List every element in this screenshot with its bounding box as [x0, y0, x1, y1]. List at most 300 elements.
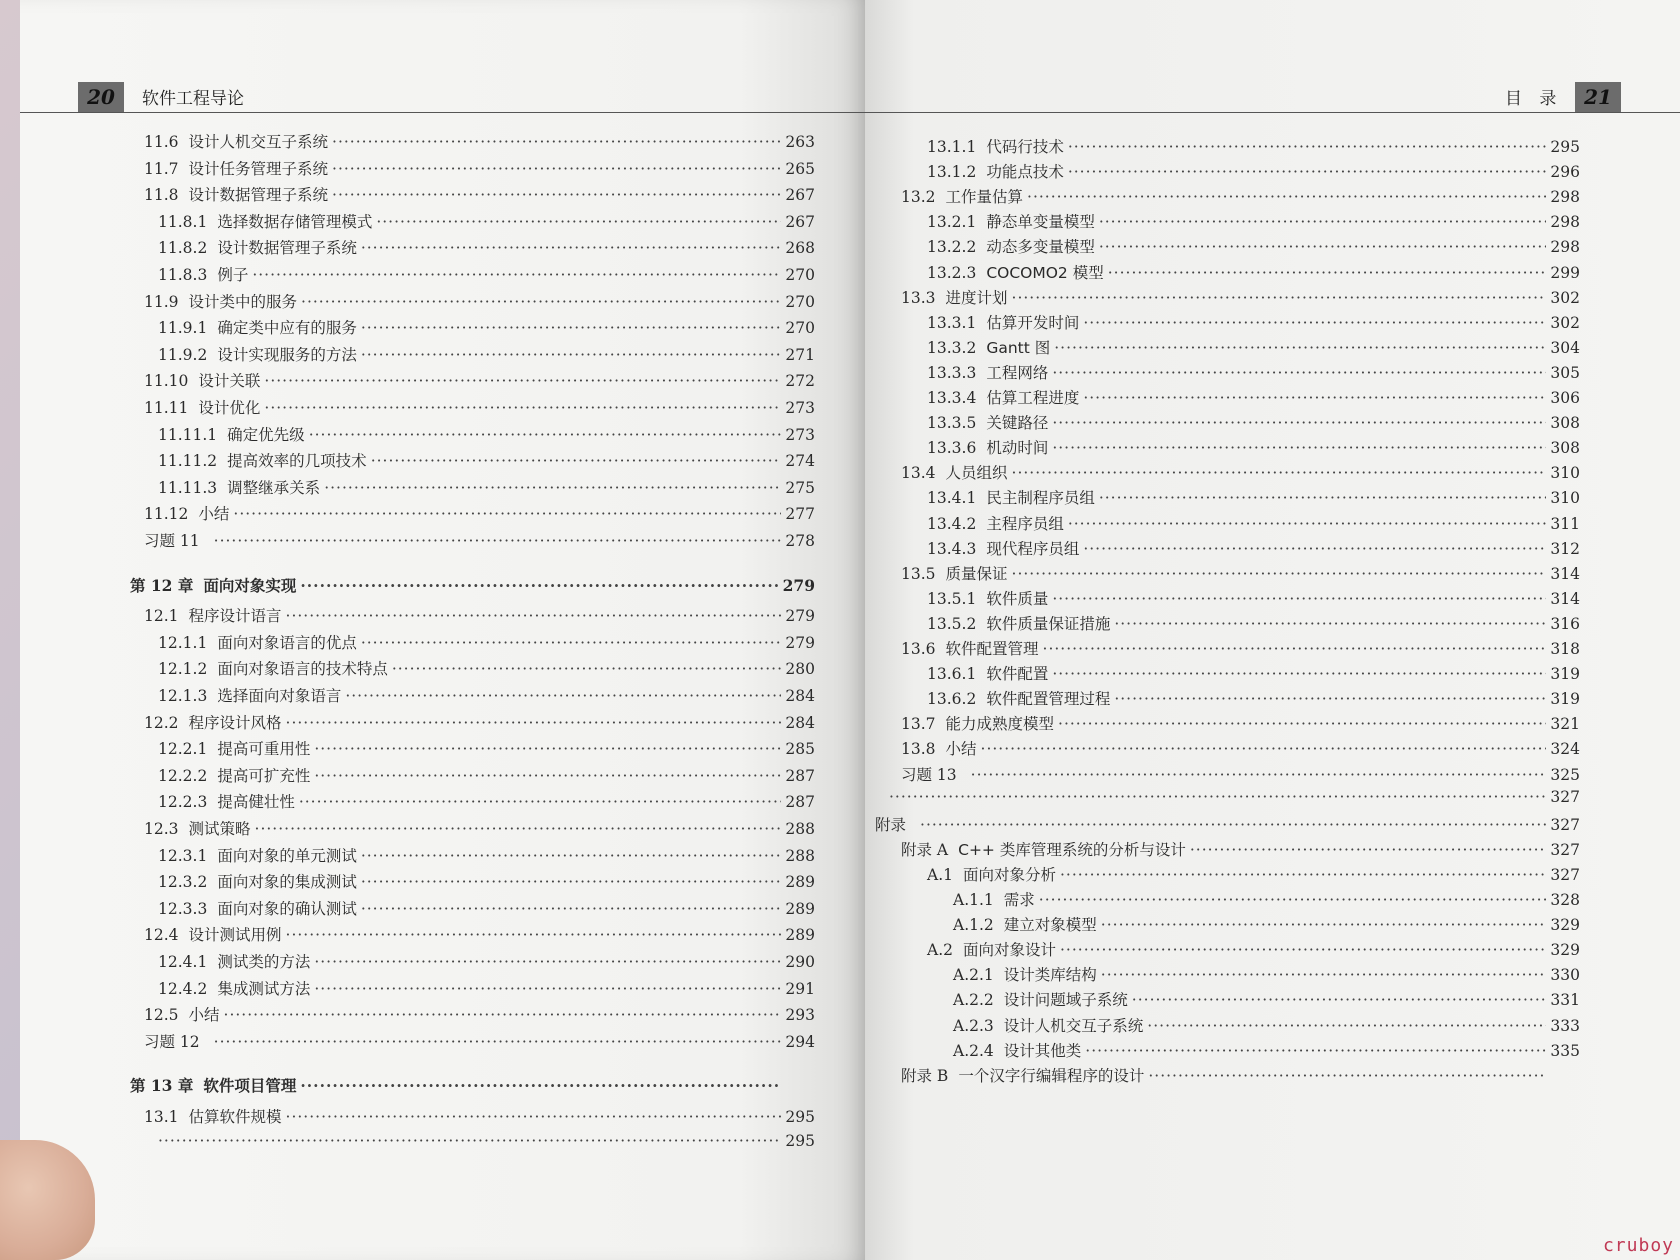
toc-entry: [144, 1132, 815, 1150]
toc-entry-number: 12.1.2: [158, 660, 208, 679]
toc-entry-title: 面向对象的确认测试: [217, 899, 357, 918]
toc-entry-page: 270: [785, 266, 815, 284]
toc-entry-title: 程序设计风格: [188, 713, 282, 732]
toc-entry-title: COCOMO2 模型: [986, 263, 1104, 282]
toc-entry-page: 310: [1550, 464, 1580, 483]
toc-entry-page: 295: [1550, 138, 1580, 156]
toc-entry-title: 面向对象实现: [203, 576, 297, 595]
toc-entry-title: 进度计划: [945, 288, 1008, 307]
toc-entry-title: 确定优先级: [227, 425, 305, 444]
toc-entry: [875, 788, 1580, 806]
toc-entry-number: 附录 A: [901, 840, 949, 859]
toc-entry-title: 小结: [198, 505, 230, 524]
toc-entry-title: 集成测试方法: [217, 979, 311, 998]
toc-entry-number: 13.8: [901, 740, 936, 759]
toc-entry-number: 11.11.2: [158, 452, 218, 471]
toc-entry-page: 298: [1550, 213, 1580, 232]
toc-entry: [144, 604, 815, 626]
toc-entry-number: 11.11: [144, 399, 189, 417]
toc-entry-title: 机动时间: [986, 439, 1049, 458]
toc-entry-number: 附录 B: [901, 1066, 949, 1085]
dot-leader: [1068, 515, 1546, 533]
dot-leader: [1083, 389, 1546, 407]
toc-entry-title: 提高效率的几项技术: [227, 452, 367, 471]
dot-leader: [1052, 439, 1546, 457]
toc-entry-title: 提高可重用性: [217, 740, 311, 759]
toc-entry: [144, 817, 815, 839]
dot-leader: [299, 793, 781, 811]
toc-entry-page: 267: [785, 212, 815, 231]
dot-leader: [889, 788, 1546, 806]
toc-entry-title: 设计优化: [198, 399, 261, 417]
toc-entry-title: 能力成熟度模型: [945, 715, 1055, 734]
toc-entry: [144, 183, 815, 205]
toc-entry-title: 一个汉字行编辑程序的设计: [958, 1066, 1145, 1085]
dot-leader: [371, 452, 781, 470]
toc-entry-page: 295: [785, 1108, 815, 1126]
toc-entry-page: 279: [785, 607, 815, 626]
toc-entry: [927, 863, 1580, 885]
toc-entry-title: 面向对象语言的技术特点: [217, 660, 388, 679]
toc-entry: [158, 684, 815, 706]
toc-entry: [927, 938, 1580, 960]
toc-entry-number: 11.9.2: [158, 345, 208, 364]
dot-leader: [314, 767, 781, 785]
toc-entry-page: 327: [1550, 815, 1580, 834]
toc-entry: [927, 235, 1580, 257]
toc-entry: [158, 343, 815, 365]
dot-leader: [1114, 615, 1546, 633]
dot-leader: [332, 186, 781, 204]
toc-entry-page: 277: [785, 505, 815, 524]
toc-entry: [144, 290, 815, 312]
dot-leader: [1099, 213, 1546, 231]
dot-leader: [286, 1108, 781, 1126]
toc-entry: [953, 888, 1580, 910]
book-title: 软件工程导论: [142, 89, 244, 109]
dot-leader: [1099, 238, 1546, 256]
toc-entry-number: 13.3.3: [927, 363, 977, 382]
toc-entry-page: 279: [782, 575, 815, 595]
toc-entry-title: 主程序员组: [986, 514, 1064, 533]
toc-entry-title: 软件质量保证措施: [986, 614, 1111, 633]
toc-entry-title: 软件质量: [986, 589, 1049, 608]
toc-entry: [144, 157, 815, 179]
dot-leader: [286, 926, 781, 944]
toc-entry-number: 12.2.3: [158, 793, 208, 812]
dot-leader: [252, 266, 781, 284]
dot-leader: [361, 847, 781, 865]
dot-leader: [214, 532, 781, 550]
toc-entry-page: 306: [1550, 389, 1580, 407]
left-page-number: 20: [78, 82, 124, 112]
toc-entry-page: 298: [1550, 188, 1580, 207]
toc-entry: [158, 844, 815, 866]
toc-entry: [144, 369, 815, 391]
dot-leader: [361, 239, 781, 257]
dot-leader: [1012, 464, 1546, 482]
dot-leader: [971, 766, 1546, 784]
toc-entry-title: 估算开发时间: [986, 313, 1080, 332]
toc-entry-number: A.1.1: [953, 891, 994, 909]
toc-entry-title: 建立对象模型: [1003, 916, 1097, 935]
toc-entry-number: 11.9: [144, 292, 179, 311]
toc-entry-page: 296: [1550, 163, 1580, 182]
dot-leader: [224, 1006, 781, 1024]
toc-entry: [158, 449, 815, 471]
toc-entry-number: 13.3.4: [927, 389, 977, 407]
toc-entry: [927, 361, 1580, 383]
dot-leader: [300, 576, 778, 595]
toc-entry-page: 314: [1550, 589, 1580, 608]
toc-entry: [901, 461, 1580, 483]
toc-entry: [901, 286, 1580, 308]
toc-entry-page: 284: [785, 713, 815, 732]
toc-entry-number: 12.1: [144, 607, 179, 626]
toc-entry: [927, 210, 1580, 232]
toc-entry-title: 面向对象分析: [962, 865, 1056, 884]
toc-entry-number: 12.2.1: [158, 740, 208, 759]
dot-leader: [332, 160, 781, 178]
toc-entry-title: 代码行技术: [986, 138, 1064, 156]
toc-entry-title: 设计其他类: [1003, 1041, 1082, 1060]
toc-entry-number: 13.3.5: [927, 414, 977, 433]
toc-entry-title: 软件项目管理: [203, 1077, 297, 1096]
toc-entry-title: 设计类中的服务: [188, 292, 298, 311]
toc-entry-number: 11.8.3: [158, 266, 208, 284]
toc-entry-title: 例子: [217, 266, 249, 284]
toc-entry: [953, 913, 1580, 935]
toc-entry-number: A.1.2: [953, 916, 994, 935]
toc-entry-number: 13.6: [901, 640, 936, 658]
toc-entry: [158, 897, 815, 919]
toc-entry: [158, 870, 815, 892]
toc-entry: [901, 737, 1580, 759]
toc-entry-page: 312: [1550, 539, 1580, 558]
toc-entry-page: 288: [785, 820, 815, 838]
toc-entry-number: 12.4: [144, 926, 179, 945]
toc-entry: [901, 637, 1580, 659]
toc-entry-title: 选择面向对象语言: [217, 687, 342, 705]
toc-entry-number: A.2.2: [953, 991, 994, 1010]
dot-leader: [361, 346, 781, 364]
toc-entry-page: 274: [785, 452, 815, 471]
dot-leader: [361, 900, 781, 918]
dot-leader: [1147, 1017, 1546, 1035]
toc-entry: [158, 476, 815, 498]
toc-entry: [130, 574, 815, 596]
toc-entry-title: 小结: [188, 1006, 220, 1025]
dot-leader: [1052, 414, 1546, 432]
toc-entry-page: 321: [1550, 715, 1580, 734]
toc-entry-number: 第 12 章: [130, 575, 194, 595]
toc-entry: [953, 963, 1580, 985]
dot-leader: [314, 980, 781, 998]
toc-entry-number: 第 13 章: [130, 1076, 194, 1096]
toc-entry-title: 提高可扩充性: [217, 766, 311, 785]
toc-entry-page: 327: [1550, 840, 1580, 859]
toc-entry-title: 需求: [1003, 891, 1035, 909]
dot-leader: [1058, 715, 1546, 733]
toc-entry-title: 设计测试用例: [188, 926, 282, 945]
toc-entry-number: 12.1.1: [158, 633, 208, 652]
toc-entry-title: 民主制程序员组: [986, 489, 1095, 508]
toc-entry: [901, 185, 1580, 207]
toc-entry-page: 327: [1550, 865, 1580, 884]
toc-entry-number: 12.3.3: [158, 899, 208, 918]
toc-entry-title: 设计关联: [198, 372, 261, 391]
toc-entry-page: 329: [1550, 941, 1580, 960]
toc-entry-number: A.2.3: [953, 1016, 994, 1035]
dot-leader: [1099, 489, 1546, 507]
toc-entry-page: 272: [785, 372, 815, 391]
toc-entry-page: 304: [1550, 338, 1580, 357]
dot-leader: [981, 740, 1546, 758]
toc-entry-number: 习题 11: [144, 532, 200, 550]
dot-leader: [361, 319, 781, 337]
toc-entry: [927, 411, 1580, 433]
toc-entry-number: 13.3.6: [927, 439, 977, 458]
toc-entry: [927, 261, 1580, 283]
toc-entry-page: 287: [785, 766, 815, 785]
toc-entry-page: 273: [785, 399, 815, 417]
toc-entry: [158, 657, 815, 679]
toc-entry-title: 提高健壮性: [217, 793, 295, 812]
toc-entry-page: 280: [785, 660, 815, 679]
dot-leader: [1068, 163, 1546, 181]
toc-entry-title: 设计任务管理子系统: [188, 159, 329, 178]
section-title: 目 录: [1505, 89, 1563, 109]
toc-entry-title: 设计人机交互子系统: [188, 133, 329, 151]
right-page-header: [865, 78, 1680, 114]
toc-entry: [130, 1074, 815, 1096]
toc-entry-title: 人员组织: [945, 464, 1008, 483]
dot-leader: [1108, 264, 1546, 282]
toc-entry-number: 13.3.1: [927, 313, 977, 332]
toc-entry-title: 面向对象的集成测试: [217, 873, 357, 892]
dot-leader: [1012, 289, 1546, 307]
toc-entry-title: 调整继承关系: [227, 478, 321, 497]
toc-entry: [158, 790, 815, 812]
dot-leader: [264, 372, 781, 390]
dot-leader: [361, 873, 781, 891]
toc-entry: [953, 988, 1580, 1010]
toc-entry-number: A.1: [927, 865, 953, 884]
dot-leader: [1068, 138, 1546, 156]
toc-entry-page: 327: [1550, 787, 1580, 806]
toc-entry-title: 测试类的方法: [217, 953, 311, 971]
toc-entry-number: 11.6: [144, 133, 179, 151]
toc-entry-title: Gantt 图: [986, 338, 1051, 357]
dot-leader: [255, 820, 781, 838]
toc-entry-number: 12.3: [144, 820, 179, 838]
dot-leader: [1148, 1067, 1546, 1085]
toc-entry-page: 299: [1550, 263, 1580, 282]
toc-entry-page: 302: [1550, 288, 1580, 307]
toc-entry-title: 选择数据存储管理模式: [217, 212, 373, 231]
toc-entry-number: 习题 12: [144, 1032, 200, 1051]
dot-leader: [286, 607, 781, 625]
toc-entry: [158, 423, 815, 445]
toc-entry-page: 331: [1550, 991, 1580, 1010]
toc-entry: [144, 923, 815, 945]
toc-entry-title: 工作量估算: [945, 188, 1024, 207]
toc-entry-page: 268: [785, 239, 815, 258]
toc-entry: [901, 562, 1580, 584]
toc-entry: [901, 838, 1580, 860]
toc-entry-title: 估算工程进度: [986, 389, 1080, 407]
toc-entry-number: 11.11.3: [158, 478, 218, 497]
dot-leader: [1101, 916, 1546, 934]
toc-entry-page: 328: [1550, 891, 1580, 909]
toc-entry-number: 12.5: [144, 1006, 179, 1025]
toc-entry: [144, 396, 815, 418]
toc-entry-title: 程序设计语言: [188, 607, 282, 626]
toc-entry-page: 265: [785, 159, 815, 178]
toc-entry-page: 316: [1550, 614, 1580, 633]
toc-entry-page: 318: [1550, 640, 1580, 658]
toc-entry-title: 设计类库结构: [1003, 966, 1097, 985]
toc-entry: [158, 263, 815, 285]
toc-entry-number: 13.4.3: [927, 539, 977, 558]
toc-entry-number: 11.8.1: [158, 212, 208, 231]
dot-leader: [332, 133, 781, 151]
dot-leader: [1085, 1042, 1546, 1060]
toc-entry-title: C++ 类库管理系统的分析与设计: [958, 840, 1186, 859]
toc-entry: [953, 1014, 1580, 1036]
dot-leader: [920, 816, 1546, 834]
toc-entry-number: 12.1.3: [158, 687, 208, 705]
toc-entry-page: 290: [785, 953, 815, 971]
toc-entry-page: 288: [785, 846, 815, 865]
header-rule: [865, 112, 1680, 113]
toc-entry-number: 11.8: [144, 186, 179, 205]
toc-entry: [875, 813, 1580, 835]
toc-entry-page: 305: [1550, 363, 1580, 382]
toc-entry-title: 设计问题域子系统: [1003, 991, 1128, 1010]
toc-entry: [901, 712, 1580, 734]
watermark-text: cruboy: [1602, 1235, 1674, 1256]
toc-entry: [927, 537, 1580, 559]
toc-entry: [927, 687, 1580, 709]
toc-entry-title: 软件配置管理: [945, 640, 1039, 658]
dot-leader: [361, 634, 781, 652]
toc-entry-number: 附录: [875, 815, 907, 834]
toc-entry-page: 314: [1550, 564, 1580, 583]
toc-entry-title: 面向对象的单元测试: [217, 846, 357, 865]
toc-entry-title: 设计数据管理子系统: [188, 186, 329, 205]
toc-entry-number: 13.4: [901, 464, 936, 483]
toc-entry-page: 319: [1550, 690, 1580, 709]
toc-entry-title: 静态单变量模型: [986, 213, 1095, 232]
toc-entry-page: 289: [785, 899, 815, 918]
toc-entry: [158, 764, 815, 786]
toc-entry-page: 284: [785, 687, 815, 705]
dot-leader: [392, 660, 781, 678]
dot-leader: [1114, 690, 1546, 708]
toc-entry-page: 273: [785, 425, 815, 444]
toc-entry-number: 13.5.2: [927, 614, 977, 633]
toc-entry-number: 13.4.1: [927, 489, 977, 508]
toc-entry-page: 333: [1550, 1016, 1580, 1035]
toc-entry: [927, 336, 1580, 358]
dot-leader: [1190, 841, 1546, 859]
dot-leader: [214, 1033, 781, 1051]
dot-leader: [1052, 665, 1546, 683]
toc-entry: [158, 236, 815, 258]
toc-entry: [927, 386, 1580, 408]
toc-entry-title: 动态多变量模型: [986, 238, 1095, 257]
toc-entry: [158, 316, 815, 338]
header-rule: [20, 112, 865, 113]
right-page: [865, 0, 1680, 1260]
dot-leader: [324, 479, 781, 497]
toc-entry-number: 13.5.1: [927, 589, 977, 608]
toc-entry: [144, 1105, 815, 1127]
toc-entry: [144, 1003, 815, 1025]
toc-entry-page: 267: [785, 186, 815, 205]
dot-leader: [1054, 339, 1546, 357]
toc-entry-number: 12.4.1: [158, 953, 208, 971]
dot-leader: [301, 293, 781, 311]
toc-entry-title: 质量保证: [945, 564, 1008, 583]
toc-entry: [927, 160, 1580, 182]
toc-entry-page: 298: [1550, 238, 1580, 257]
toc-entry-number: 13.3: [901, 288, 936, 307]
toc-entry-number: 13.1: [144, 1108, 179, 1126]
toc-entry-number: A.2.4: [953, 1041, 994, 1060]
toc-entry-title: 小结: [945, 740, 977, 759]
dot-leader: [1012, 565, 1546, 583]
dot-leader: [1039, 891, 1546, 909]
toc-entry-title: 设计实现服务的方法: [217, 345, 357, 364]
toc-entry: [158, 631, 815, 653]
toc-entry: [927, 662, 1580, 684]
toc-entry: [901, 1064, 1580, 1086]
toc-entry-number: 13.2.1: [927, 213, 977, 232]
toc-entry: [158, 210, 815, 232]
toc-entry-page: 295: [785, 1131, 815, 1150]
toc-entry: [927, 612, 1580, 634]
toc-entry: [953, 1039, 1580, 1061]
dot-leader: [1060, 866, 1546, 884]
toc-entry-title: 现代程序员组: [986, 539, 1080, 558]
toc-entry-page: 310: [1550, 489, 1580, 508]
dot-leader: [300, 1076, 781, 1095]
toc-entry: [144, 529, 815, 551]
dot-leader: [286, 714, 781, 732]
toc-entry-page: 325: [1550, 765, 1580, 784]
dot-leader: [1043, 640, 1546, 658]
toc-entry-page: 275: [785, 478, 815, 497]
toc-entry-title: 软件配置管理过程: [986, 690, 1111, 709]
toc-entry-number: 11.9.1: [158, 319, 208, 338]
toc-entry: [927, 436, 1580, 458]
dot-leader: [309, 426, 781, 444]
toc-entry: [927, 486, 1580, 508]
toc-entry-page: 271: [785, 345, 815, 364]
toc-entry-number: 13.2.3: [927, 263, 977, 282]
toc-entry-number: 11.12: [144, 505, 189, 524]
toc-entry-page: 285: [785, 740, 815, 759]
toc-entry-page: 293: [785, 1006, 815, 1025]
dot-leader: [158, 1132, 781, 1150]
toc-entry-number: 习题 13: [901, 765, 957, 784]
toc-entry-page: 330: [1550, 966, 1580, 985]
toc-entry-number: 13.1.1: [927, 138, 977, 156]
toc-entry: [927, 512, 1580, 534]
toc-entry: [158, 950, 815, 972]
